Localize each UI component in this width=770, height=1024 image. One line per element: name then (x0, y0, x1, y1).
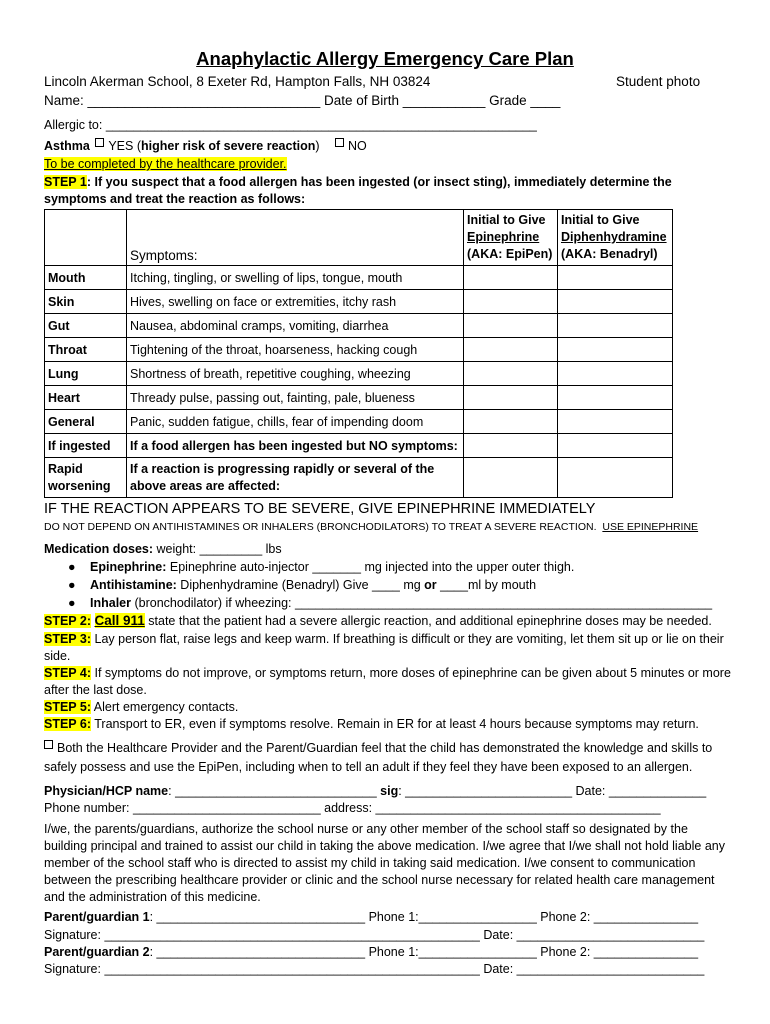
step3-text: Lay person flat, raise legs and keep warm. If breathing is difficult or they are vomiting, let them sit up or lie on their side. (44, 632, 724, 663)
symptom-area: Heart (45, 386, 127, 410)
step1-line (44, 175, 672, 189)
guardian1-line (44, 910, 698, 924)
step2-label: STEP 2: (44, 614, 92, 628)
both-agree-paragraph (44, 739, 734, 777)
epinephrine-label: Epinephrine: (90, 560, 167, 574)
asthma-no-label: NO (348, 139, 367, 153)
table-header-row (45, 210, 673, 266)
healthcare-note-text: To be completed by the healthcare provider. (44, 157, 287, 171)
diph-initial-cell[interactable] (558, 410, 673, 434)
step1-text: : If you suspect that a food allergen has been ingested (or insect sting), immediately determine the (86, 175, 672, 189)
symptom-area: Skin (45, 290, 127, 314)
do-not-depend-line (44, 521, 698, 533)
step1-line2: symptoms and treat the reaction as follows: (44, 192, 306, 206)
severe-heading: IF THE REACTION APPEARS TO BE SEVERE, GIVE EPINEPHRINE IMMEDIATELY (44, 501, 596, 517)
step1-label: STEP 1 (44, 175, 87, 189)
diphenhydramine-header (558, 210, 673, 266)
table-row (45, 410, 673, 434)
inhaler-label: Inhaler (90, 596, 131, 610)
signature1-line[interactable]: Signature: ______________________________________________________ Date: ___________________________ (44, 928, 705, 942)
diph-initial-cell[interactable] (558, 362, 673, 386)
guardian2-label: Parent/guardian 2 (44, 945, 150, 959)
guardian1-field[interactable]: : ______________________________ Phone 1:_________________ Phone 2: _______________ (149, 910, 699, 924)
physician-name-field[interactable]: : _____________________________ (168, 784, 381, 798)
bullet-icon: ● (68, 578, 76, 592)
epi-initial-cell[interactable] (464, 434, 558, 458)
use-epinephrine-text: USE EPINEPHRINE (602, 521, 699, 533)
epi-initial-cell[interactable] (464, 410, 558, 434)
allergic-to-line: Allergic to: ______________________________________________________________ (44, 118, 537, 132)
step4-paragraph (44, 665, 734, 699)
diph-initial-cell[interactable] (558, 290, 673, 314)
diph-initial-cell[interactable] (558, 386, 673, 410)
symptom-area: Lung (45, 362, 127, 386)
diph-header-line1: Initial to Give (561, 213, 640, 227)
table-header-blank (45, 210, 127, 266)
epi-header-line2: Epinephrine (467, 230, 540, 244)
school-address: Lincoln Akerman School, 8 Exeter Rd, Hampton Falls, NH 03824 (44, 74, 431, 89)
step4-label: STEP 4: (44, 666, 92, 680)
asthma-no-checkbox[interactable] (335, 138, 344, 147)
call-911-text: Call 911 (94, 613, 145, 628)
symptom-area: Rapid worsening (45, 458, 127, 498)
epi-initial-cell[interactable] (464, 314, 558, 338)
antihistamine-or: or (424, 578, 437, 592)
guardian2-line (44, 945, 698, 959)
epi-header-line1: Initial to Give (467, 213, 546, 227)
consent-paragraph: I/we, the parents/guardians, authorize the school nurse or any other member of the school staff so designated by the building principal and trained to assist our child in taking the above medication. I/we agree that I/we shall not hold liable any member of the school staff who is directed to assist my child in taking said medication. I/we consent to communication between the prescribing healthcare provider or clinic and the school nurse necessary for related health care management and the administration of this medicine. (44, 822, 725, 904)
step2-text: state that the patient had a severe allergic reaction, and additional epinephrine doses may be needed. (144, 614, 712, 628)
asthma-label: Asthma (44, 139, 90, 153)
table-row (45, 362, 673, 386)
epi-initial-cell[interactable] (464, 362, 558, 386)
diph-header-line2: Diphenhydramine (561, 230, 667, 244)
student-photo-label: Student photo (616, 74, 701, 89)
antihistamine-label: Antihistamine: (90, 578, 177, 592)
weight-field: weight: _________ lbs (153, 542, 282, 556)
physician-sig-label: sig (380, 784, 399, 798)
antihistamine-text: Diphenhydramine (Benadryl) Give ____ mg (176, 578, 425, 592)
step2-line (44, 613, 712, 628)
antihistamine-text2: ____ml by mouth (436, 578, 537, 592)
physician-label: Physician/HCP name (44, 784, 169, 798)
asthma-close-paren: ) (315, 139, 320, 153)
asthma-yes-checkbox[interactable] (95, 138, 104, 147)
bullet-icon: ● (68, 596, 76, 610)
medication-doses-label: Medication doses: (44, 542, 154, 556)
name-line: Name: _______________________________ Date of Birth ___________ Grade ____ (44, 93, 561, 108)
diph-header-line3: (AKA: Benadryl) (561, 247, 658, 261)
table-row (45, 458, 673, 498)
asthma-risk-text: higher risk of severe reaction (140, 139, 316, 153)
inhaler-text: (bronchodilator) if wheezing: ____________________________________________________________ (131, 596, 713, 610)
epi-header-line3: (AKA: EpiPen) (467, 247, 553, 261)
both-agree-checkbox[interactable] (44, 740, 53, 749)
physician-sig-date-field[interactable]: : ________________________ Date: ______________ (398, 784, 707, 798)
asthma-row (44, 138, 367, 153)
table-row (45, 266, 673, 290)
step3-paragraph (44, 631, 734, 665)
symptom-description: Thready pulse, passing out, fainting, pale, blueness (127, 386, 464, 410)
guardian2-field[interactable]: : ______________________________ Phone 1:_________________ Phone 2: _______________ (149, 945, 699, 959)
asthma-yes-label: YES ( (108, 139, 141, 153)
step5-label: STEP 5: (44, 700, 92, 714)
symptom-area: General (45, 410, 127, 434)
healthcare-note (44, 157, 287, 171)
epi-initial-cell[interactable] (464, 338, 558, 362)
diph-initial-cell[interactable] (558, 338, 673, 362)
diph-initial-cell[interactable] (558, 458, 673, 498)
epinephrine-bullet (68, 560, 574, 574)
diph-initial-cell[interactable] (558, 434, 673, 458)
step5-line (44, 700, 238, 714)
epinephrine-text: Epinephrine auto-injector _______ mg injected into the upper outer thigh. (166, 560, 575, 574)
symptom-area: Mouth (45, 266, 127, 290)
guardian1-label: Parent/guardian 1 (44, 910, 150, 924)
symptom-description: If a reaction is progressing rapidly or several of the above areas are affected: (127, 458, 464, 498)
table-row (45, 434, 673, 458)
do-not-depend-text: DO NOT DEPEND ON ANTIHISTAMINES OR INHALERS (BRONCHODILATORS) TO TREAT A SEVERE REACTION. (44, 521, 597, 533)
symptom-description: Hives, swelling on face or extremities, itchy rash (127, 290, 464, 314)
symptom-area: Gut (45, 314, 127, 338)
epi-initial-cell[interactable] (464, 386, 558, 410)
epi-initial-cell[interactable] (464, 290, 558, 314)
step5-text: Alert emergency contacts. (91, 700, 239, 714)
symptom-area: If ingested (45, 434, 127, 458)
step4-text: If symptoms do not improve, or symptoms return, more doses of epinephrine can be given about 5 minutes or more after the last dose. (44, 666, 731, 697)
medication-doses-line (44, 542, 282, 556)
physician-phone-line[interactable]: Phone number: ___________________________ address: _________________________________________ (44, 801, 661, 815)
symptoms-header: Symptoms: (127, 210, 464, 266)
epinephrine-header (464, 210, 558, 266)
symptom-description: Nausea, abdominal cramps, vomiting, diarrhea (127, 314, 464, 338)
symptom-description: Panic, sudden fatigue, chills, fear of impending doom (127, 410, 464, 434)
signature2-line[interactable]: Signature: ______________________________________________________ Date: ___________________________ (44, 962, 705, 976)
diph-initial-cell[interactable] (558, 266, 673, 290)
both-agree-text: Both the Healthcare Provider and the Parent/Guardian feel that the child has demonstrated the knowledge and skills to safely possess and use the EpiPen, including when to tell an adult if they feel they have been exposed to an allergen. (44, 741, 713, 774)
inhaler-bullet (68, 596, 712, 610)
bullet-icon: ● (68, 560, 76, 574)
antihistamine-bullet (68, 578, 536, 592)
physician-line (44, 784, 706, 798)
table-row (45, 386, 673, 410)
symptoms-table (44, 209, 673, 498)
symptom-description: Tightening of the throat, hoarseness, hacking cough (127, 338, 464, 362)
epi-initial-cell[interactable] (464, 458, 558, 498)
diph-initial-cell[interactable] (558, 314, 673, 338)
symptom-description: Shortness of breath, repetitive coughing, wheezing (127, 362, 464, 386)
epi-initial-cell[interactable] (464, 266, 558, 290)
symptom-description: If a food allergen has been ingested but NO symptoms: (127, 434, 464, 458)
table-row (45, 314, 673, 338)
step6-text: Transport to ER, even if symptoms resolve. Remain in ER for at least 4 hours because symptoms may return. (91, 717, 699, 731)
step6-label: STEP 6: (44, 717, 92, 731)
symptom-area: Throat (45, 338, 127, 362)
step3-label: STEP 3: (44, 632, 92, 646)
table-row (45, 290, 673, 314)
page-title: Anaphylactic Allergy Emergency Care Plan (196, 48, 574, 69)
step6-line (44, 717, 699, 731)
table-row (45, 338, 673, 362)
symptom-description: Itching, tingling, or swelling of lips, tongue, mouth (127, 266, 464, 290)
